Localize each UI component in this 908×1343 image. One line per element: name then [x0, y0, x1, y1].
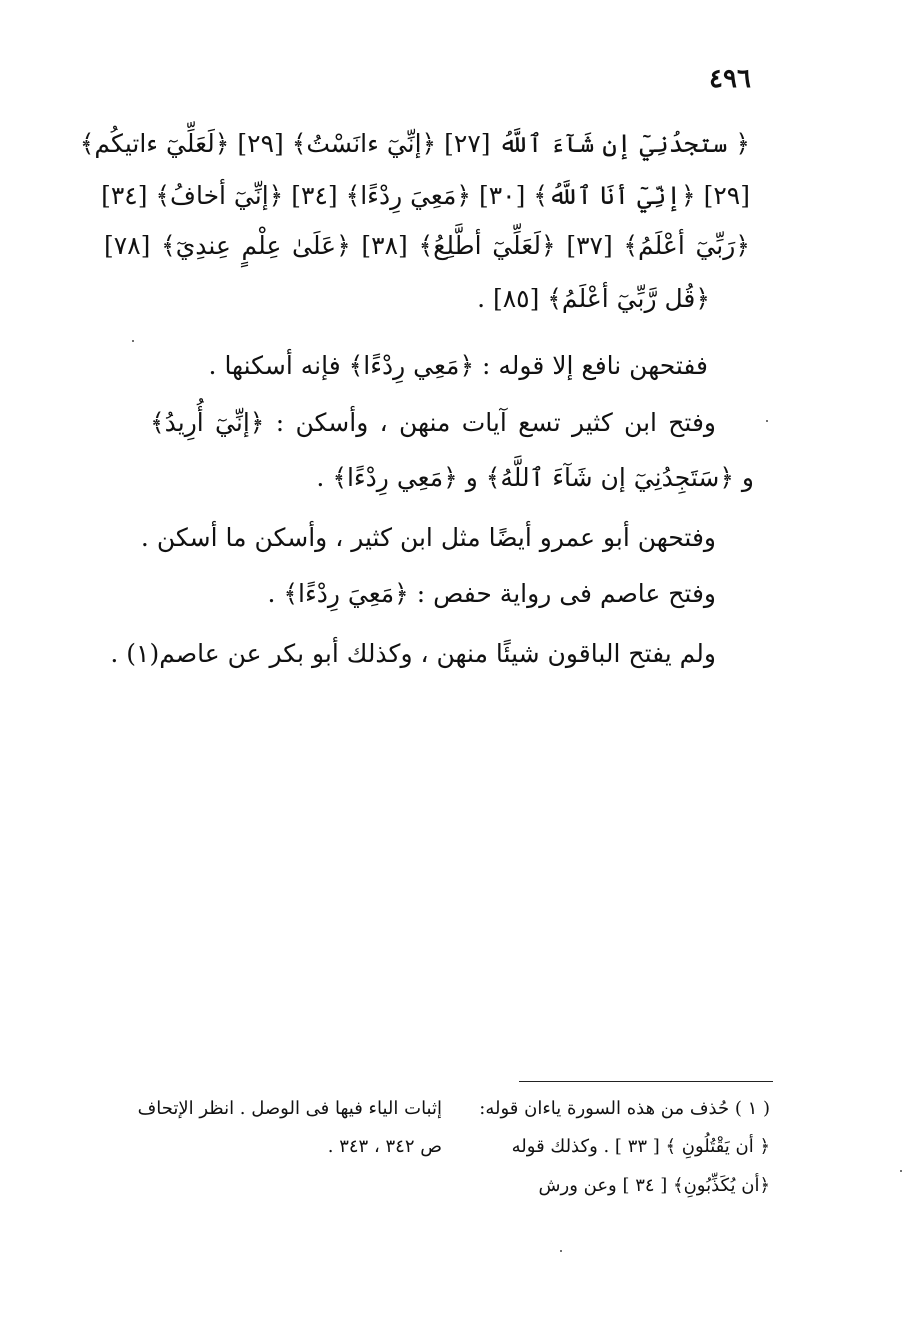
- scan-speck: [766, 420, 768, 422]
- scan-speck: [132, 340, 134, 342]
- footnote-separator: [519, 1081, 773, 1082]
- paragraph-line: وفتحهن أبو عمرو أيضًا مثل ابن كثير ، وأسكن ما أسكن .: [140, 523, 716, 552]
- footnote-line: ( ١ ) حُذف من هذه السورة ياءان قوله:: [479, 1098, 770, 1119]
- verse-line: ﴿قُل رَّبِّيٓ أعْلَمُ﴾ [٨٥] .: [477, 284, 710, 313]
- page-number: ٤٩٦: [709, 64, 751, 94]
- verse-line: ﴿ ستجدُنِيٓ إن شَآءَ ٱللَّهُ [٢٧] ﴿إنِّيٓ ءانَسْتُ﴾ [٢٩] ﴿لَعَلِّيٓ ءاتيكُم﴾: [79, 129, 750, 158]
- scan-speck: [900, 1170, 902, 1172]
- footnote-line: إثبات الياء فيها فى الوصل . انظر الإتحاف: [137, 1098, 442, 1119]
- paragraph-line: و ﴿سَتَجِدُنِيٓ إن شَآءَ ٱللَّهُ﴾ و ﴿مَعِي رِدْءًا﴾ .: [316, 463, 754, 492]
- paragraph-line: وفتح ابن كثير تسع آيات منهن ، وأسكن : ﴿إنِّيٓ أُرِيدُ﴾: [150, 408, 716, 437]
- paragraph-line: ولم يفتح الباقون شيئًا منهن ، وكذلك أبو بكر عن عاصم(١) .: [110, 639, 716, 668]
- paragraph-line: وفتح عاصم فى رواية حفص : ﴿مَعِيَ رِدْءًا﴾ .: [267, 579, 716, 608]
- scan-speck: [560, 1250, 562, 1252]
- footnote-line: ص ٣٤٢ ، ٣٤٣ .: [327, 1136, 442, 1157]
- paragraph-line: ففتحهن نافع إلا قوله : ﴿مَعِي رِدْءًا﴾ فإنه أسكنها .: [208, 351, 708, 380]
- verse-line: ﴿رَبِّيٓ أعْلَمُ﴾ [٣٧] ﴿لَعَلِّيٓ أطَّلِعُ﴾ [٣٨] ﴿عَلَىٰ عِلْمٍ عِندِيٓ﴾ [٧٨]: [104, 231, 750, 260]
- footnote-line: ﴿أن يُكَذِّبُونِ﴾ [ ٣٤ ] وعن ورش: [538, 1175, 770, 1196]
- footnote-line: ﴿ أن يَقْتُلُونِ ﴾ [ ٣٣ ] . وكذلك قوله: [511, 1136, 770, 1157]
- verse-line: [٢٩] ﴿إنِّيٓ أنَا ٱللَّهُ﴾ [٣٠] ﴿مَعِيَ رِدْءًا﴾ [٣٤] ﴿إنِّيٓ أخافُ﴾ [٣٤]: [101, 181, 750, 210]
